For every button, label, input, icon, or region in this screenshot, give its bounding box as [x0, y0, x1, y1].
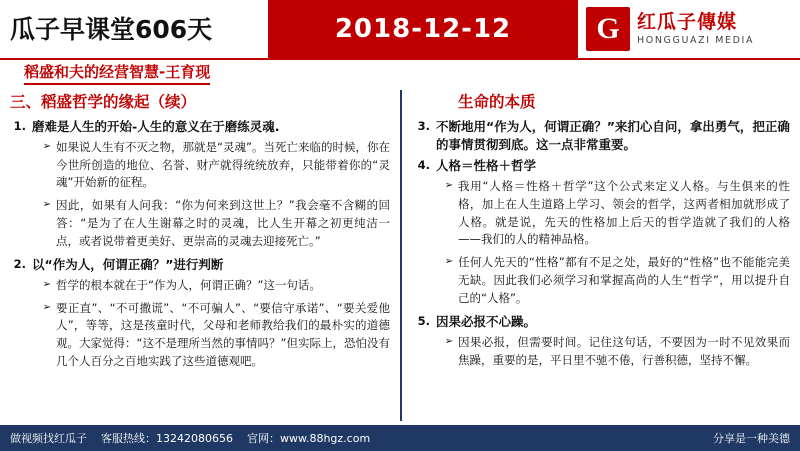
footer-website: 官网：www.88hgz.com	[246, 432, 371, 445]
header-date-banner	[268, 0, 578, 58]
slide-body	[0, 88, 800, 425]
right-column-heading: 生命的本质	[458, 93, 536, 111]
logo-mark-icon: G	[586, 7, 630, 51]
left-column	[0, 88, 400, 425]
sub-bullet-item	[440, 334, 790, 370]
list-item-number: 5.	[417, 313, 430, 328]
bullet-icon: ➢	[42, 140, 52, 152]
accent-rule	[0, 58, 800, 60]
list-item	[414, 157, 790, 175]
footer-left-group	[10, 430, 370, 446]
sub-bullet-text: 哲学的根本就在于“作为人，何谓正确？”这一句话。	[56, 277, 321, 292]
bullet-icon: ➢	[444, 256, 454, 268]
list-item-number: 2.	[13, 256, 26, 271]
sub-bullet-item	[38, 277, 390, 295]
footer-slogan: 做视频找红瓜子	[10, 432, 87, 445]
slide-subtitle: 稻盛和夫的经营智慧-王育现	[24, 61, 210, 85]
footer-share-text: 分享是一种美德	[713, 432, 790, 445]
sub-bullet-text: 要正直”、“不可撒谎”、“不可骗人”、“要信守承诺”、“要关爱他人”，等等，这是孩童时代，父母和老师教给我们的最朴实的道德观。大家觉得：“这不是理所当然的事情吗？”但实际上，恐怕没有几个人百分之百地实践了这些道德观吧。	[56, 300, 390, 368]
sub-bullet-text: 因此，如果有人问我：“你为何来到这世上？”我会毫不含糊的回答：“是为了在人生谢幕之时的灵魂，比人生开幕之初更纯洁一点，或者说带着更美好、更崇高的灵魂去迎接死亡。”	[56, 198, 390, 248]
list-item-text: 以“作为人，何谓正确？”进行判断	[32, 256, 224, 272]
sub-bullet-text: 我用“人格＝性格＋哲学”这个公式来定义人格。与生俱来的性格，加上在人生道路上学习、领会的哲学，这两者相加就形成了人格。就是说，先天的性格加上后天的哲学造就了我们的人格——我们的人的精神品格。	[458, 178, 790, 247]
logo-name-en: HONGGUAZI MEDIA	[637, 34, 755, 46]
bullet-icon: ➢	[42, 199, 52, 211]
sub-bullet-text: 因果必报，但需要时间。记住这句话，不要因为一时不见效果而焦躁，重要的是，平日里不驰不倦，行善积德，坚持不懈。	[458, 334, 790, 367]
bullet-icon: ➢	[444, 335, 454, 347]
list-item-number: 1.	[13, 118, 26, 133]
list-item	[414, 313, 790, 331]
list-item-text: 磨难是人生的开始-人生的意义在于磨练灵魂.	[32, 118, 280, 134]
list-item-number: 3.	[417, 118, 430, 133]
footer-hotline: 客服热线：13242080656	[101, 432, 233, 445]
list-item	[10, 256, 390, 274]
list-item-text: 因果必报不心躁。	[436, 313, 537, 329]
right-column	[400, 88, 800, 425]
sub-bullet-item	[38, 139, 390, 192]
date-label: 2018-12-12	[334, 14, 512, 44]
list-item-text: 不断地用“作为人，何谓正确？”来扪心自问，拿出勇气，把正确的事情贯彻到底。这一点非常重要。	[436, 118, 790, 152]
bullet-icon: ➢	[444, 179, 454, 191]
sub-bullet-item	[38, 300, 390, 371]
sub-bullet-text: 如果说人生有不灭之物，那就是“灵魂”。当死亡来临的时候，你在今世所创造的地位、名誉、财产就得统统放弃，只能带着你的“灵魂”开始新的征程。	[56, 139, 390, 190]
header-title-area	[0, 0, 268, 58]
slide-header	[0, 0, 800, 58]
sub-bullet-item	[440, 178, 790, 249]
brand-logo	[578, 0, 800, 58]
sub-bullet-item	[38, 197, 390, 250]
list-item	[414, 118, 790, 154]
bullet-icon: ➢	[42, 278, 52, 290]
logo-name-cn: 红瓜子傳媒	[637, 11, 738, 34]
sub-bullet-text: 任何人先天的“性格”都有不足之处，最好的“性格”也不能能完美无缺。因此我们必须学习和掌握高尚的人生“哲学”，用以提升自己的“人格”。	[458, 255, 790, 305]
list-item	[10, 118, 390, 136]
bullet-icon: ➢	[42, 301, 52, 313]
subtitle-band	[0, 58, 800, 88]
left-column-heading: 三、稻盛哲学的缘起（续）	[10, 93, 197, 111]
sub-bullet-item	[440, 254, 790, 307]
page-title: 瓜子早课堂606天	[10, 14, 213, 44]
list-item-number: 4.	[417, 157, 430, 172]
logo-text-block	[637, 12, 754, 46]
slide-footer	[0, 425, 800, 451]
list-item-text: 人格＝性格＋哲学	[436, 157, 537, 173]
